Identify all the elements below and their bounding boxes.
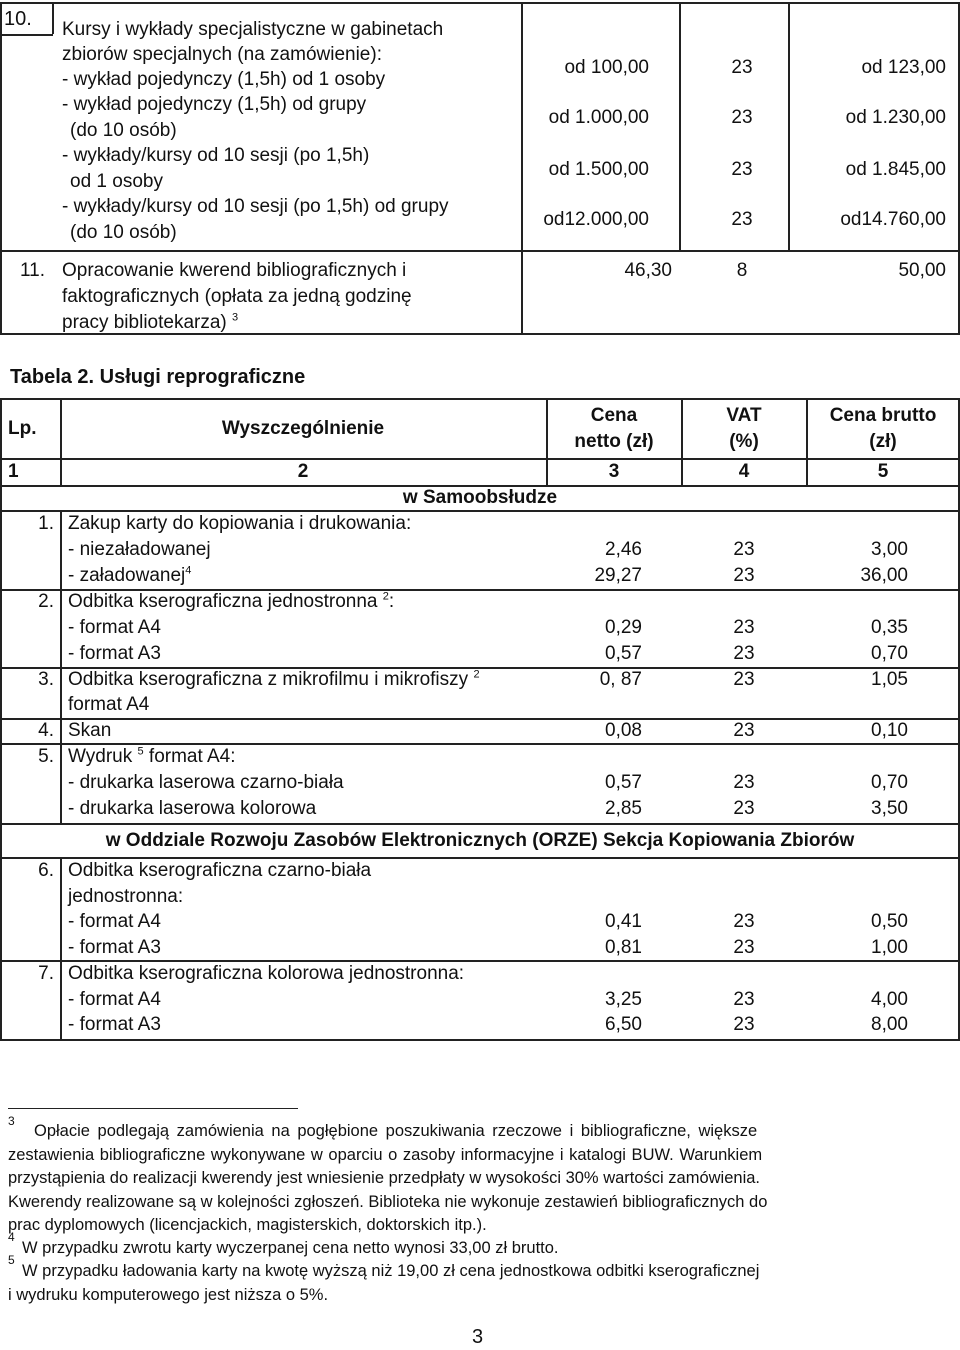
col-number: 5 bbox=[877, 461, 889, 482]
table1-border-top bbox=[0, 2, 960, 4]
col-divider bbox=[60, 510, 62, 824]
row-desc-line: Kursy i wykłady specjalistyczne w gabinetach bbox=[62, 19, 444, 40]
item-number: 4. bbox=[38, 720, 54, 741]
col-number: 1 bbox=[8, 461, 19, 482]
item-sub: - niezaładowanej bbox=[68, 539, 211, 560]
price-brutto: 36,00 bbox=[860, 565, 908, 586]
vat-rate: 23 bbox=[733, 565, 755, 586]
footnote-separator bbox=[8, 1108, 298, 1109]
footnote-ref: 2 bbox=[473, 668, 480, 681]
col-number: 3 bbox=[608, 461, 620, 482]
price-brutto: 8,00 bbox=[871, 1014, 908, 1035]
price-brutto: 1,05 bbox=[871, 669, 908, 690]
footnote-ref: 5 bbox=[137, 745, 144, 758]
item-sub-text: - załadowanej bbox=[68, 565, 186, 586]
table2-border-bottom bbox=[0, 1039, 960, 1041]
vat-rate: 23 bbox=[733, 937, 755, 958]
vat-rate: 23 bbox=[731, 57, 753, 78]
item-sub: - format A4 bbox=[68, 617, 161, 638]
item-title: Skan bbox=[68, 720, 112, 741]
item-number: 2. bbox=[38, 591, 54, 612]
row-divider bbox=[0, 823, 960, 825]
price-netto: 3,25 bbox=[605, 989, 642, 1010]
row-desc-text: pracy bibliotekarza) bbox=[62, 312, 227, 333]
page-number: 3 bbox=[472, 1326, 484, 1348]
item-number: 1. bbox=[38, 513, 54, 534]
footnote-line: prac dyplomowych (licencjackich, magisterskich, doktorskich itp.). bbox=[8, 1216, 487, 1234]
item-title: jednostronna: bbox=[68, 886, 184, 907]
col-header-desc: Wyszczególnienie bbox=[221, 418, 385, 439]
price-brutto: 1,00 bbox=[871, 937, 908, 958]
row-desc-line: (do 10 osób) bbox=[70, 222, 177, 243]
row-desc-line: od 1 osoby bbox=[70, 171, 163, 192]
price-netto: od 100,00 bbox=[564, 57, 649, 78]
footnote-line: W przypadku ładowania karty na kwotę wyższą niż 19,00 zł cena jednostkowa odbitki kserograficznej bbox=[22, 1262, 760, 1280]
row-number: 11. bbox=[20, 260, 46, 281]
col-number: 4 bbox=[738, 461, 750, 482]
price-brutto: 0,70 bbox=[871, 772, 908, 793]
price-brutto: 0,35 bbox=[871, 617, 908, 638]
price-netto: 2,46 bbox=[605, 539, 642, 560]
footnote-5 bbox=[8, 1260, 952, 1307]
price-netto: od 1.000,00 bbox=[548, 107, 649, 128]
item-number: 3. bbox=[38, 669, 54, 690]
price-brutto: 4,00 bbox=[871, 989, 908, 1010]
price-brutto: od14.760,00 bbox=[840, 209, 946, 230]
item-title-text: Odbitka kserograficzna jednostronna bbox=[68, 591, 378, 612]
table1-num-cell-border bbox=[52, 2, 54, 34]
section-heading: w Oddziale Rozwoju Zasobów Elektronicznych (ORZE) Sekcja Kopiowania Zbiorów bbox=[105, 830, 855, 851]
col-divider bbox=[60, 857, 62, 1040]
vat-rate: 23 bbox=[733, 669, 755, 690]
price-netto: od12.000,00 bbox=[543, 209, 649, 230]
price-brutto: 0,70 bbox=[871, 643, 908, 664]
item-sub: - format A3 bbox=[68, 937, 161, 958]
vat-rate: 23 bbox=[731, 159, 753, 180]
item-sub bbox=[68, 563, 191, 589]
vat-rate: 23 bbox=[731, 209, 753, 230]
footnote-line: W przypadku zwrotu karty wyczerpanej cena netto wynosi 33,00 zł brutto. bbox=[22, 1239, 559, 1257]
footnote-number: 4 bbox=[8, 1230, 15, 1244]
col-header-brutto: Cena brutto bbox=[829, 405, 937, 426]
price-netto: 29,27 bbox=[594, 565, 642, 586]
footnote-line: Kwerendy realizowane są w kolejności zgłoszeń. Biblioteka nie wykonuje zestawień bibliograficznych do bbox=[8, 1192, 768, 1211]
row-desc-line: - wykład pojedynczy (1,5h) od 1 osoby bbox=[62, 69, 386, 90]
price-netto: 0, 87 bbox=[599, 669, 642, 690]
item-sub: format A4 bbox=[68, 694, 150, 715]
col-number: 2 bbox=[297, 461, 309, 482]
row-desc-line: Opracowanie kwerend bibliograficznych i bbox=[62, 260, 407, 281]
table-title: Tabela 2. Usługi reprograficzne bbox=[10, 366, 306, 388]
footnote-line: przystąpienia do realizacji kwerendy jest wniesienie przedpłaty w wysokości 30% wartości zamówienia. bbox=[8, 1169, 760, 1187]
price-brutto: 50,00 bbox=[898, 260, 946, 281]
price-netto: 0,41 bbox=[605, 911, 642, 932]
item-title: Odbitka kserograficzna czarno-biała bbox=[68, 860, 372, 881]
footnote-ref: 2 bbox=[382, 590, 389, 603]
footnote-number: 5 bbox=[8, 1253, 15, 1267]
item-number: 6. bbox=[38, 860, 54, 881]
col-header-vat: (%) bbox=[729, 431, 759, 452]
row-desc-line: - wykład pojedynczy (1,5h) od grupy bbox=[62, 94, 367, 115]
price-netto: 2,85 bbox=[605, 798, 642, 819]
vat-rate: 23 bbox=[733, 539, 755, 560]
price-brutto: 0,50 bbox=[871, 911, 908, 932]
col-header-netto: Cena bbox=[590, 405, 638, 426]
footnote-3 bbox=[8, 1120, 952, 1238]
section-heading: w Samoobsłudze bbox=[402, 487, 558, 508]
item-title-tail: : bbox=[388, 591, 395, 612]
price-netto: 0,08 bbox=[605, 720, 642, 741]
item-title: Odbitka kserograficzna kolorowa jednostronna: bbox=[68, 963, 465, 984]
footnote-number: 3 bbox=[8, 1114, 15, 1128]
footnote-4 bbox=[8, 1237, 952, 1261]
item-title bbox=[68, 589, 394, 615]
vat-rate: 23 bbox=[733, 798, 755, 819]
row-desc-line: faktograficznych (opłata za jedną godzinę bbox=[62, 286, 412, 307]
price-netto: 46,30 bbox=[624, 260, 672, 281]
item-title bbox=[68, 667, 480, 693]
price-netto: od 1.500,00 bbox=[548, 159, 649, 180]
vat-rate: 23 bbox=[733, 911, 755, 932]
row-desc-line: - wykłady/kursy od 10 sesji (po 1,5h) bbox=[62, 145, 370, 166]
item-number: 5. bbox=[38, 746, 54, 767]
price-netto: 0,57 bbox=[605, 643, 642, 664]
footnote-line: i wydruku komputerowego jest niższa o 5%. bbox=[8, 1285, 329, 1304]
item-sub: - format A4 bbox=[68, 989, 161, 1010]
vat-rate: 23 bbox=[733, 720, 755, 741]
vat-rate: 8 bbox=[736, 260, 748, 281]
col-header-brutto: (zł) bbox=[869, 431, 897, 452]
item-sub: - format A3 bbox=[68, 1014, 161, 1035]
item-sub: - format A3 bbox=[68, 643, 161, 664]
row-desc-line: zbiorów specjalnych (na zamówienie): bbox=[62, 44, 382, 65]
table1-border-right bbox=[958, 2, 960, 334]
col-header-vat: VAT bbox=[726, 405, 762, 426]
row-desc-line bbox=[62, 310, 238, 336]
row-desc-line: - wykłady/kursy od 10 sesji (po 1,5h) od grupy bbox=[62, 196, 449, 217]
item-sub: - drukarka laserowa czarno-biała bbox=[68, 772, 344, 793]
item-title-tail: format A4: bbox=[148, 746, 236, 767]
vat-rate: 23 bbox=[733, 617, 755, 638]
price-netto: 0,81 bbox=[605, 937, 642, 958]
item-sub: - drukarka laserowa kolorowa bbox=[68, 798, 317, 819]
price-netto: 0,57 bbox=[605, 772, 642, 793]
item-title-text: Odbitka kserograficzna z mikrofilmu i mikrofiszy bbox=[68, 669, 469, 690]
item-number: 7. bbox=[38, 963, 54, 984]
row-desc-line: (do 10 osób) bbox=[70, 120, 177, 141]
footnote-ref: 4 bbox=[185, 564, 192, 577]
item-title-text: Wydruk bbox=[68, 746, 133, 767]
price-brutto: od 1.845,00 bbox=[845, 159, 946, 180]
item-title bbox=[68, 744, 236, 770]
footnote-line: Opłacie podlegają zamówienia na pogłębione poszukiwania rzeczowe i bibliograficzne, większe bbox=[34, 1122, 758, 1140]
item-sub: - format A4 bbox=[68, 911, 161, 932]
price-brutto: 3,50 bbox=[871, 798, 908, 819]
price-brutto: 3,00 bbox=[871, 539, 908, 560]
price-brutto: 0,10 bbox=[871, 720, 908, 741]
footnote-ref: 3 bbox=[232, 311, 239, 324]
price-brutto: od 1.230,00 bbox=[845, 107, 946, 128]
price-brutto: od 123,00 bbox=[861, 57, 946, 78]
table1-border-left bbox=[0, 2, 2, 334]
row-number: 10. bbox=[4, 8, 32, 30]
price-netto: 0,29 bbox=[605, 617, 642, 638]
price-netto: 6,50 bbox=[605, 1014, 642, 1035]
col-header-netto: netto (zł) bbox=[574, 431, 654, 452]
footnote-line: zestawienia bibliograficzne wykonywane w oparciu o zasoby informacyjne i katalogi BUW. Warunkiem bbox=[8, 1145, 763, 1164]
table1-desc-divider bbox=[521, 2, 523, 334]
table1-row-divider bbox=[0, 250, 960, 252]
table2-border-top bbox=[0, 398, 960, 400]
vat-rate: 23 bbox=[733, 1014, 755, 1035]
vat-rate: 23 bbox=[731, 107, 753, 128]
table1-num-cell-bottom bbox=[0, 34, 53, 36]
vat-rate: 23 bbox=[733, 772, 755, 793]
vat-rate: 23 bbox=[733, 643, 755, 664]
col-header-lp: Lp. bbox=[8, 418, 37, 439]
item-title: Zakup karty do kopiowania i drukowania: bbox=[68, 513, 412, 534]
vat-rate: 23 bbox=[733, 989, 755, 1010]
